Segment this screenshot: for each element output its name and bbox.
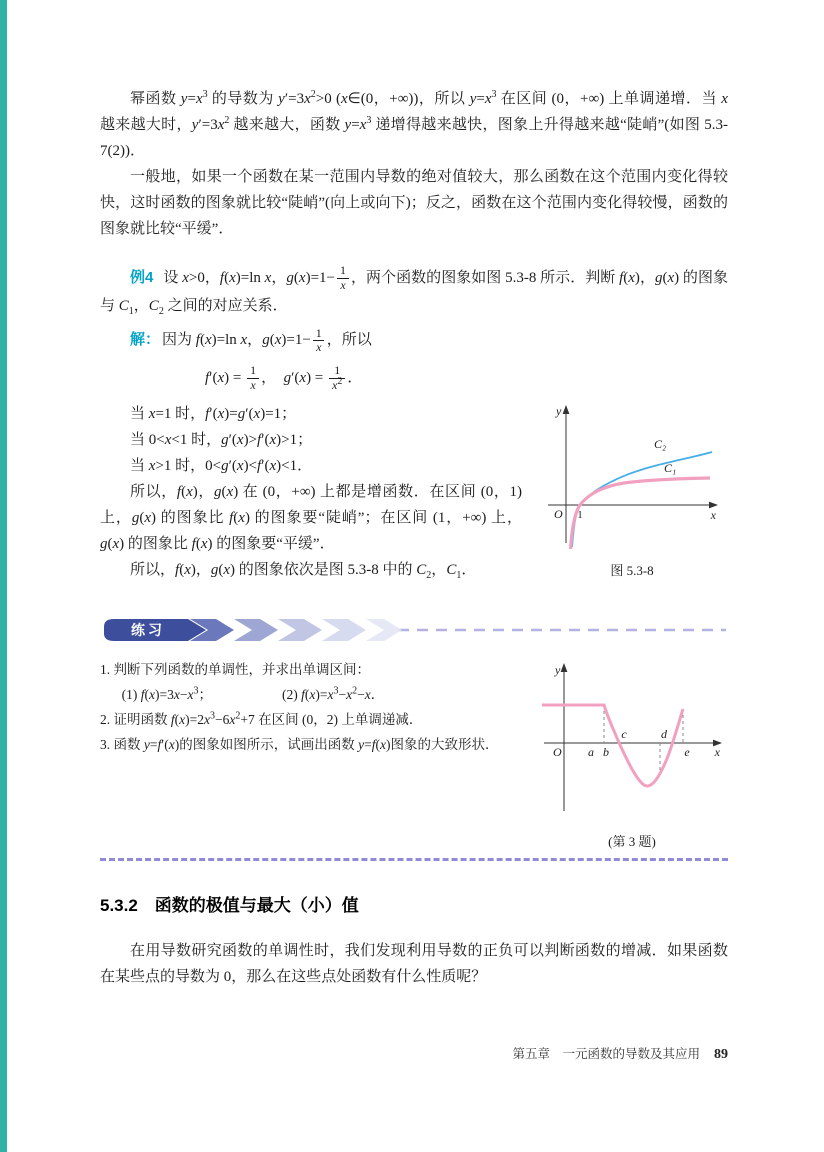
solution-conclusion1: 所以，f(x)，g(x) 在 (0，+∞) 上都是增函数．在区间 (0，1) 上，g(x) 的图象比 f(x) 的图象要“陡峭”；在区间 (1，+∞) 上，g(x) 的图象比 f(x) 的图象要“平缓”．	[100, 484, 522, 553]
solution-case3: 当 x>1 时，0<g′(x)<f′(x)<1．	[130, 458, 313, 475]
section-heading-5-3-2: 5.3.2 函数的极值与最大（小）值	[100, 896, 359, 916]
footer-chapter-title: 第五章 一元函数的导数及其应用	[512, 1047, 700, 1061]
practice-banner	[100, 617, 728, 643]
banner-chevron-icon	[366, 619, 402, 641]
figure2-origin-label: O	[553, 745, 562, 760]
practice-item-3-text: 函数 y=f′(x)的图象如图所示，试画出函数 y=f(x)图象的大致形状．	[113, 737, 499, 753]
solution-intro-text: 因为 f(x)=ln x，g(x)=1− $\frac{1}{x}$ ，所以	[162, 325, 372, 355]
figure2-point-c: c	[621, 727, 627, 742]
practice-item-2-text: 证明函数 $f(x)=2x^3-6x^2+7$ 在区间 (0，2) 上单调递减．	[113, 710, 423, 728]
y-axis-arrow-icon	[561, 663, 568, 672]
paragraph-power-function: 幂函数 $y=x^3$ 的导数为 $y'=3x^2>0$ (x∈(0，+∞))，所以 $y=x^3$ 在区间 (0，+∞) 上单调递增．当 x 越来越大时，$y'=3x^2$ 越来越大，函数 $y=x^3$ 递增得越来越快，图象上升得越来越“陡峭”(如图 5.3-7(2))．	[100, 89, 728, 159]
section-divider-dashed	[100, 858, 728, 861]
banner-chevron-icon	[278, 619, 322, 641]
practice-item-1-text: 判断下列函数的单调性，并求出单调区间：	[113, 662, 370, 678]
figure2-point-b: b	[603, 745, 609, 760]
solution-label: 解：	[130, 331, 161, 349]
figure2-point-d: d	[661, 727, 667, 742]
derivative-curve	[542, 705, 683, 786]
figure-problem3-caption: (第 3 题)	[608, 834, 656, 850]
figure-problem3	[536, 659, 728, 854]
banner-chevron-icon	[234, 619, 278, 641]
solution-case1: 当 x=1 时，f′(x)=g′(x)=1；	[130, 406, 297, 423]
example4-statement-text: 设 x>0，f(x)=ln x，g(x)=1− $\frac{1}{x}$ ，两个函数的图象如图 5.3-8 所示．判断 f(x)，g(x) 的图象与 $C_1$，$C_2$ 之间的对应关系．	[100, 263, 728, 317]
figure-5-3-8-caption: 图 5.3-8	[610, 563, 654, 579]
figure1-origin-label: O	[554, 507, 563, 522]
solution-block	[100, 401, 728, 583]
paragraph-general-rule: 一般地，如果一个函数在某一范围内导数的绝对值较大，那么函数在这个范围内变化得较快，这时函数的图象就比较“陡峭”(向上或向下)；反之，函数在这个范围内变化得较慢，函数的图象就比较“平缓”．	[100, 169, 728, 237]
practice-banner-graphic	[100, 617, 728, 643]
figure-problem3-plot	[536, 659, 728, 817]
figure1-c2-label: C₂	[654, 437, 667, 452]
footer-page-number: 89	[714, 1047, 728, 1062]
figure1-c1-label: C₁	[664, 461, 677, 476]
section-intro-paragraph: 在用导数研究函数的单调性时，我们发现利用导数的正负可以判断函数的增减．如果函数在某些点的导数为 0，那么在这些点处函数有什么性质呢？	[100, 943, 728, 986]
banner-chevron-icon	[322, 619, 366, 641]
figure2-point-a: a	[588, 745, 594, 760]
y-axis-arrow-icon	[563, 405, 570, 414]
practice-item-1-sub: (1) $f(x)=3x-x^3$； (2) $f(x)=x^3-x^2-x$．	[121, 685, 385, 703]
example4-label: 例4	[130, 268, 154, 286]
solution-conclusion2: 所以，f(x)，g(x) 的图象依次是图 5.3-8 中的 $C_2$，$C_1$．	[130, 562, 477, 582]
figure1-tick-1: 1	[577, 509, 583, 522]
curve-c2	[572, 452, 712, 547]
page-footer	[512, 1044, 728, 1063]
figure2-point-e: e	[684, 745, 690, 760]
practice-section	[100, 657, 728, 850]
figure2-y-label: y	[555, 663, 561, 678]
derivative-equation: f′(x) = $\frac{1}{x}$ ， g′(x) = $\frac{1}{x^2}$ ．	[205, 363, 363, 393]
example4-statement	[100, 264, 728, 319]
practice-item-3-number: 3.	[100, 737, 111, 753]
solution-case2: 当 0<x<1 时，g′(x)>f′(x)>1；	[130, 432, 313, 449]
figure1-y-label: y	[556, 404, 562, 419]
figure-5-3-8-plot	[536, 401, 728, 551]
curve-c1	[571, 478, 711, 549]
practice-banner-label: 练习	[131, 622, 165, 639]
figure1-x-label: x	[710, 508, 716, 523]
figure-5-3-8	[536, 401, 728, 579]
solution-intro	[100, 327, 728, 356]
figure2-x-label: x	[714, 745, 720, 760]
page-edge-strip	[0, 0, 7, 1152]
page-content	[100, 86, 728, 990]
practice-item-1-number: 1.	[100, 662, 111, 678]
practice-item-2-number: 2.	[100, 712, 111, 728]
